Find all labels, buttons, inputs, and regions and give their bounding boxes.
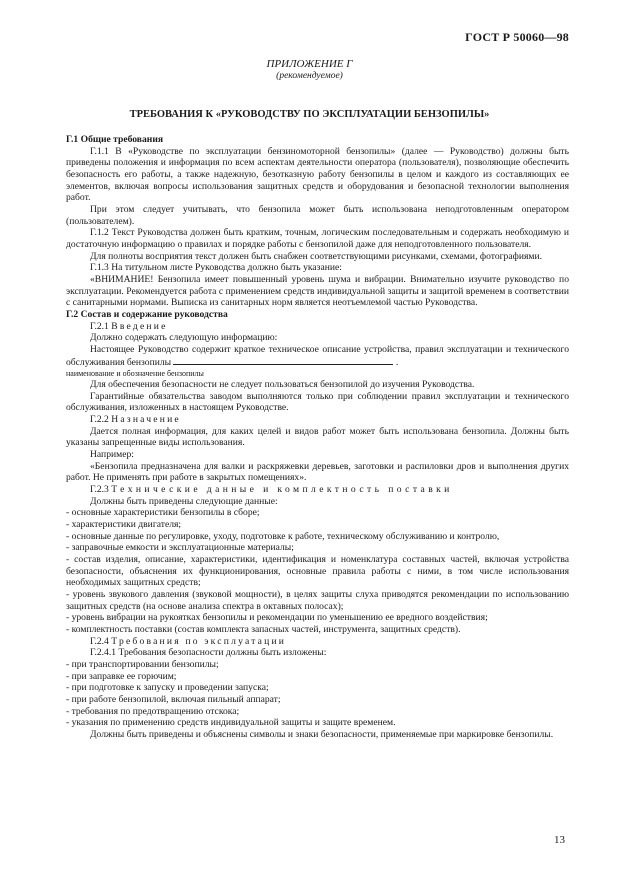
subsection-heading-specs: Г.2.3 Технические данные и комплектность поставки [90, 484, 453, 496]
list-item: - заправочные емкости и эксплуатационные материалы; [66, 542, 294, 554]
paragraph: Должны быть приведены и объяснены символы и знаки безопасности, применяемые при маркировке бензопилы. [90, 728, 554, 740]
paragraph: Г.1.2 Текст Руководства должен быть кратким, точным, логическим последовательным и содержать необходимую и достаточную информацию о правилах и порядке работы с бензопилой даже для неподготовленного пользователя. [66, 227, 569, 250]
list-item: - основные данные по регулировке, уходу, подготовке к работе, техническому обслуживанию и контролю, [66, 530, 500, 542]
section-heading-general: Г.1 Общие требования [66, 134, 164, 145]
list-item: - уровень звукового давления (звуковой мощности), в целях защиты слуха приводятся рекомендации по использованию защитных средств (на основе анализа спектра в октавных полосах); [66, 588, 569, 612]
paragraph: Например: [90, 449, 134, 461]
list-item: - требования по предотвращению отскока; [66, 705, 240, 717]
warning-paragraph: «ВНИМАНИЕ! Бензопила имеет повышенный уровень шума и вибрации. Внимательно изучите руководство по эксплуатации. Рекомендуется работа с применением средств индивидуальной защиты и защитой временем в соответствии с санитарными нормами. Выписка из санитарных норм является неотъемлемой частью Руководства. [66, 273, 569, 309]
subsection-heading-operation: Г.2.4 Требования по эксплуатации [90, 635, 287, 647]
section-heading-contents: Г.2 Состав и содержание руководства [66, 308, 228, 320]
list-item: - уровень вибрации на рукоятках бензопилы и рекомендации по уменьшению ее вредного воздействия; [66, 612, 488, 624]
standard-header: ГОСТ Р 50060—98 [465, 30, 569, 44]
list-item: - при транспортировании бензопилы; [66, 658, 219, 670]
list-item: - при заправке ее горючим; [66, 670, 177, 682]
document-title: ТРЕБОВАНИЯ К «РУКОВОДСТВУ ПО ЭКСПЛУАТАЦИИ БЕНЗОПИЛЫ» [129, 109, 490, 120]
blank-caption: наименование и обозначение бензопилы [66, 369, 204, 379]
paragraph: При этом следует учитывать, что бензопила может быть использована неподготовленным оператором (пользователем). [66, 203, 569, 227]
subsection-heading-introduction: Г.2.1 Введение [90, 320, 168, 332]
paragraph: Г.1.3 На титульном листе Руководства должно быть указание: [90, 262, 342, 274]
paragraph: Для полноты восприятия текст должен быть снабжен соответствующими рисунками, схемами, фотографиями. [90, 250, 542, 262]
list-item: - при подготовке к запуску и проведении запуска; [66, 682, 269, 694]
list-item: - характеристики двигателя; [66, 519, 182, 530]
appendix-subtitle: (рекомендуемое) [276, 71, 343, 81]
document-body [66, 134, 569, 740]
list-item: - комплектность поставки (состав комплекта запасных частей, инструмента, защитных средств). [66, 623, 461, 635]
appendix-title: ПРИЛОЖЕНИЕ Г [266, 58, 353, 70]
list-item: - состав изделия, описание, характеристики, идентификация и номенклатура составных частей, включая устройства безопасности, объяснения их функционирования, основные правила работы с ними, в том числе использования необходимых защитных средств; [66, 553, 569, 589]
paragraph: Должны быть приведены следующие данные: [90, 495, 278, 507]
paragraph-with-blank: Настоящее Руководство содержит краткое техническое описание устройства, правил эксплуатации и технического обслуживания бензопилы . [66, 343, 569, 369]
example-paragraph: «Бензопила предназначена для валки и раскряжевки деревьев, заготовки и распиловки дров и выполнения других работ. Не применять при работе в закрытых помещениях». [66, 460, 569, 484]
list-item: - основные характеристики бензопилы в сборе; [66, 507, 260, 519]
list-item: - при работе бензопилой, включая пильный аппарат; [66, 693, 281, 705]
blank-line [173, 355, 393, 365]
paragraph: Для обеспечения безопасности не следует пользоваться бензопилой до изучения Руководства. [90, 379, 475, 391]
paragraph: Г.1.1 В «Руководстве по эксплуатации бензиномоторной бензопилы» (далее — Руководство) должны быть приведены положения и информация по всем аспектам деятельности оператора (пользователя), позволяющие обеспечить безопасность его работы, а также надежную, безотказную работу бензопилы в целом и каждого из составляющих ее элементов, включая вопросы использования защитных средств и оборудования и безопасной технологии выполнения работ. [66, 145, 569, 204]
paragraph: Г.2.4.1 Требования безопасности должны быть изложены: [90, 647, 327, 659]
list-item: - указания по применению средств индивидуальной защиты и защите временем. [66, 717, 396, 729]
subsection-heading-purpose: Г.2.2 Назначение [90, 414, 181, 426]
page-number: 13 [554, 834, 565, 846]
paragraph: Гарантийные обязательства заводом выполняются только при соблюдении правил эксплуатации и технического обслуживания, изложенных в настоящем Руководстве. [66, 390, 569, 414]
paragraph: Дается полная информация, для каких целей и видов работ может быть использована бензопила. Должны быть указаны запрещенные виды использования. [66, 425, 569, 449]
paragraph: Должно содержать следующую информацию: [90, 332, 278, 344]
